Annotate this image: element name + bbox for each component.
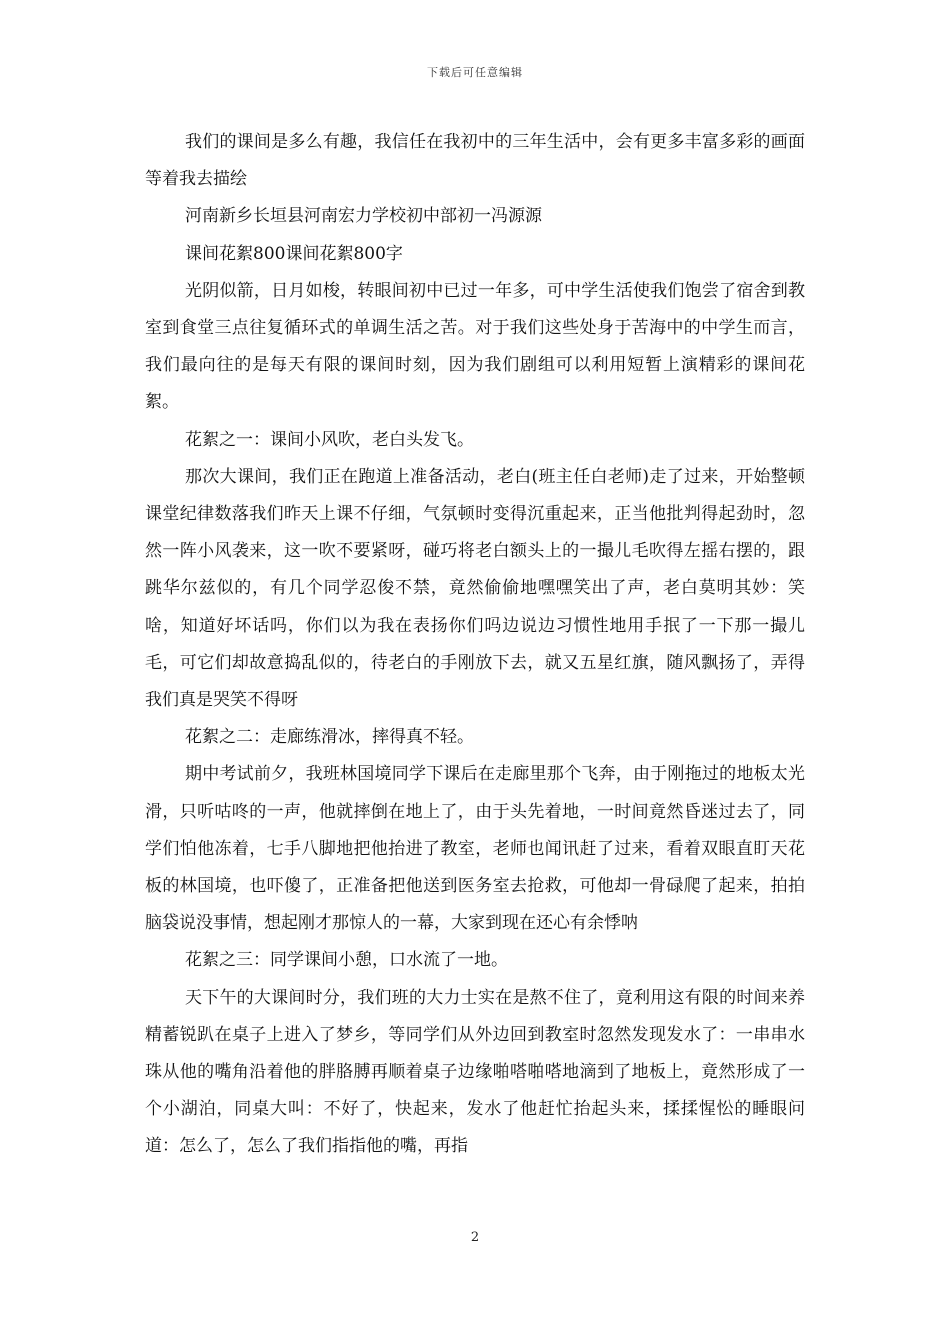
section-heading-3: 花絮之三：同学课间小憩，口水流了一地。 xyxy=(185,950,508,971)
paragraph-closing: 我们的课间是多么有趣，我信任在我初中的三年生活中，会有更多丰富多彩的画面等着我去描绘 xyxy=(145,132,805,190)
paragraph-story-1: 那次大课间，我们正在跑道上准备活动，老白(班主任白老师)走了过来，开始整顿课堂纪律数落我们昨天上课不仔细，气氛顿时变得沉重起来，正当他批判得起劲时，忽然一阵小风袭来，这一吹不要紧呀，碰巧将老白额头上的一撮儿毛吹得左摇右摆的，跟跳华尔兹似的，有几个同学忍俊不禁，竟然偷偷地嘿嘿笑出了声，老白莫明其妙：笑啥，知道好坏话吗，你们以为我在表扬你们吗边说边习惯性地用手抿了一下那一撮儿毛，可它们却故意捣乱似的，待老白的手刚放下去，就又五星红旗，随风飘扬了，弄得我们真是哭笑不得呀 xyxy=(145,466,805,711)
section-heading-2: 花絮之二：走廊练滑冰，摔得真不轻。 xyxy=(185,727,474,748)
paragraph-story-3: 天下午的大课间时分，我们班的大力士实在是熬不住了，竟利用这有限的时间来养精蓄锐趴在桌子上进入了梦乡，等同学们从外边回到教室时忽然发现发水了：一串串水珠从他的嘴角沿着他的胖胳膊再顺着桌子边缘啪嗒啪嗒地滴到了地板上，竟然形成了一个小湖泊，同桌大叫：不好了，快起来，发水了他赶忙抬起头来，揉揉惺忪的睡眼问道：怎么了，怎么了我们指指他的嘴，再指 xyxy=(145,987,805,1157)
document-body xyxy=(145,124,805,1166)
page-number: 2 xyxy=(470,1230,480,1245)
paragraph-story-2: 期中考试前夕，我班林国境同学下课后在走廊里那个飞奔，由于刚拖过的地板太光滑，只听咕咚的一声，他就摔倒在地上了，由于头先着地，一时间竟然昏迷过去了，同学们怕他冻着，七手八脚地把他抬进了教室，老师也闻讯赶了过来，看着双眼直盯天花板的林国境，也吓傻了，正准备把他送到医务室去抢救，可他却一骨碌爬了起来，拍拍脑袋说没事情，想起刚才那惊人的一幕，大家到现在还心有余悸呐 xyxy=(145,764,805,934)
paragraph-author: 河南新乡长垣县河南宏力学校初中部初一冯源源 xyxy=(185,206,542,227)
paragraph-intro: 光阴似箭，日月如梭，转眼间初中已过一年多，可中学生活使我们饱尝了宿舍到教室到食堂三点往复循环式的单调生活之苦。对于我们这些处身于苦海中的中学生而言，我们最向往的是每天有限的课间时刻，因为我们剧组可以利用短暂上演精彩的课间花絮。 xyxy=(145,280,805,413)
page-header: 下载后可任意编辑 xyxy=(427,66,523,79)
paragraph-title: 课间花絮800课间花絮800字 xyxy=(185,243,403,264)
section-heading-1: 花絮之一：课间小风吹，老白头发飞。 xyxy=(185,429,474,450)
